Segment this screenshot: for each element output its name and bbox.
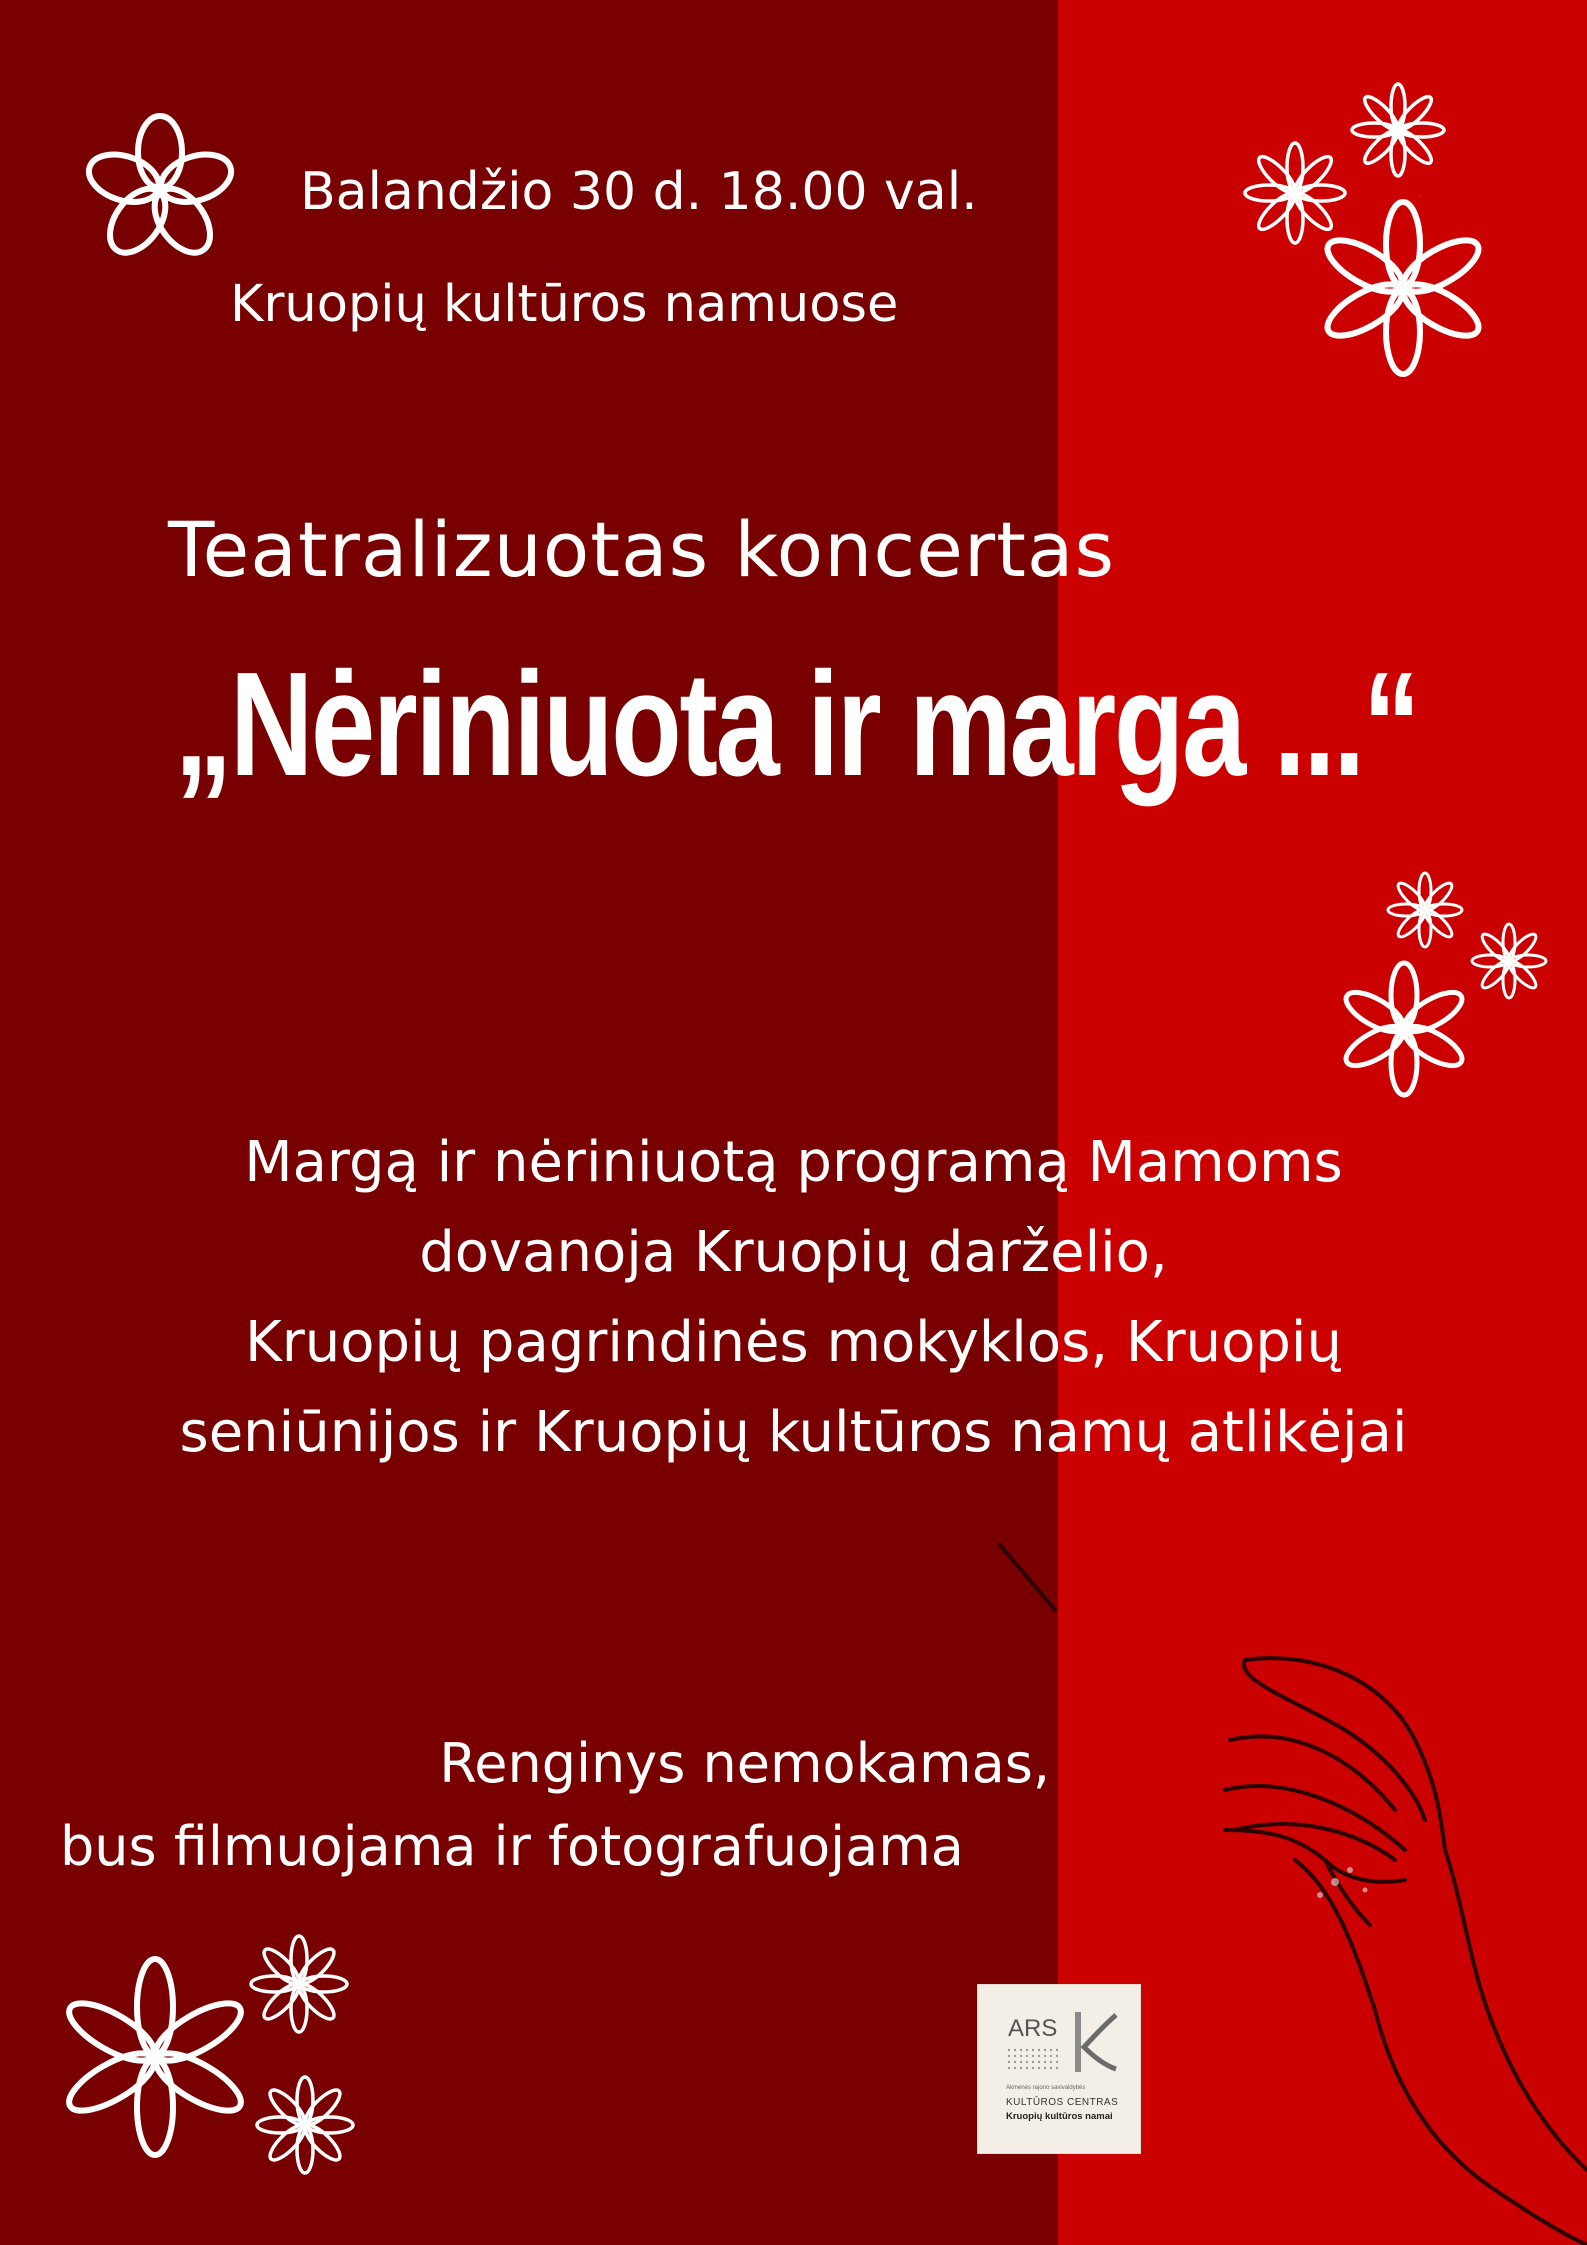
flower-icon-bottom-left-large xyxy=(48,1950,262,2164)
logo-org: KULTŪROS CENTRAS xyxy=(1006,2097,1119,2108)
logo-branch: Kruopių kultūros namai xyxy=(1006,2111,1113,2122)
flower-icon-top-left xyxy=(75,105,245,275)
dot-grid-icon xyxy=(1006,2047,1066,2077)
flower-icon-mid-right-small-2 xyxy=(1468,920,1550,1002)
flower-icon-mid-right-large xyxy=(1330,955,1478,1103)
ars-logo xyxy=(978,1985,1140,2153)
event-venue: Kruopių kultūros namuose xyxy=(230,275,899,334)
k-letter-icon xyxy=(1070,2007,1120,2077)
description-line: Margą ir nėriniuotą programą Mamoms xyxy=(244,1130,1343,1195)
flower-icon-bottom-left-small-2 xyxy=(250,2070,360,2180)
flower-icon-top-right-large xyxy=(1310,195,1496,381)
event-title: „Nėriniuota ir marga ...“ xyxy=(174,642,1419,807)
logo-mark-text: ARS xyxy=(1008,2015,1058,2042)
logo-small-line: Akmenės rajono savivaldybės xyxy=(1006,2085,1086,2091)
flower-icon-bottom-left-small-1 xyxy=(245,1930,353,2038)
description-line: dovanoja Kruopių darželio, xyxy=(419,1220,1168,1285)
description-line: seniūnijos ir Kruopių kultūros namų atlikėjai xyxy=(179,1400,1408,1465)
notice-line: bus filmuojama ir fotografuojama xyxy=(60,1815,964,1878)
flower-icon-mid-right-small-1 xyxy=(1385,870,1465,950)
notice-line: Renginys nemokamas, xyxy=(439,1732,1050,1795)
event-date-time: Balandžio 30 d. 18.00 val. xyxy=(300,162,978,222)
flower-icon-top-right-small-1 xyxy=(1348,80,1448,180)
description-line: Kruopių pagrindinės mokyklos, Kruopių xyxy=(245,1310,1342,1375)
event-subtitle: Teatralizuotas koncertas xyxy=(168,505,1116,594)
